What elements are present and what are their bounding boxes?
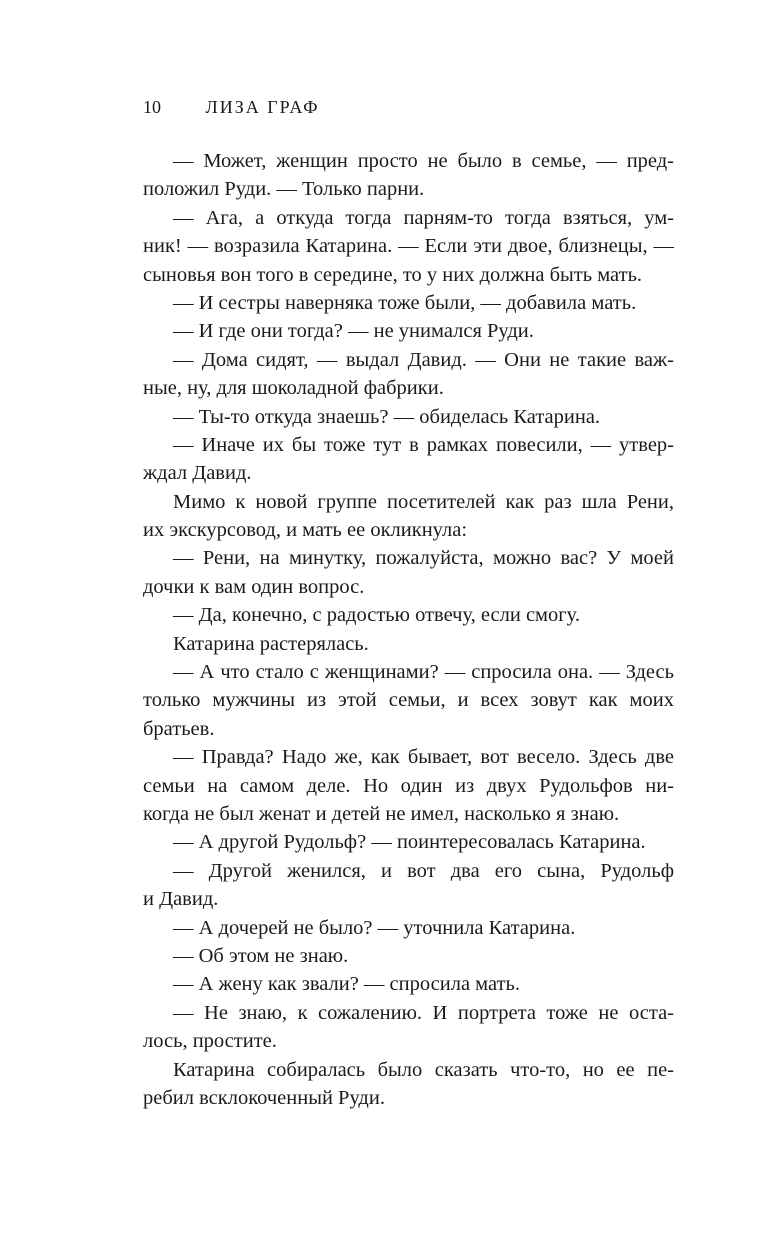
text-line: ждал Давид. [143,462,252,485]
text-line: — Ты-то откуда знаешь? — обиделась Катарина. [173,405,601,428]
text-line: лось, простите. [143,1030,277,1053]
text-line: — Не знаю, к сожалению. И портрета тоже не оста- [173,1001,674,1024]
text-line: — Дома сидят, — выдал Давид. — Они не такие важ- [173,348,674,371]
text-line: — А что стало с женщинами? — спросила она. — Здесь [173,661,674,684]
text-line: — Об этом не знаю. [173,944,349,967]
text-line: их экскурсовод, и мать ее окликнула: [143,519,468,542]
text-line: Катарина собиралась было сказать что-то, но ее пе- [173,1058,674,1081]
text-line: братьев. [143,717,215,740]
body-text [143,147,674,1112]
text-line: — Другой женился, и вот два его сына, Рудольф [173,859,674,882]
text-line: — Рени, на минутку, пожалуйста, можно вас? У моей [173,547,674,570]
text-line: Мимо к новой группе посетителей как раз шла Рени, [173,490,674,513]
text-line: — А жену как звали? — спросила мать. [173,973,520,996]
text-line: ные, ну, для шоколадной фабрики. [143,377,444,400]
text-line: ник! — возразила Катарина. — Если эти двое, близнецы, — [143,235,674,258]
text-line: — Правда? Надо же, как бывает, вот весело. Здесь две [173,746,674,769]
text-line: Катарина растерялась. [173,632,369,655]
text-line: положил Руди. — Только парни. [143,178,425,201]
text-line: — Ага, а откуда тогда парням-то тогда взяться, ум- [173,206,674,229]
text-line: и Давид. [143,888,219,911]
text-line: ребил всклокоченный Руди. [143,1086,385,1109]
text-line: — И сестры наверняка тоже были, — добавила мать. [173,291,637,314]
running-title: ЛИЗА ГРАФ [205,97,320,117]
text-line: — Да, конечно, с радостью отвечу, если смогу. [173,604,581,627]
page-number: 10 [143,97,161,117]
text-line: — Может, женщин просто не было в семье, — пред- [173,150,674,172]
text-line: — Иначе их бы тоже тут в рамках повесили, — утвер- [173,433,674,456]
text-line: — А другой Рудольф? — поинтересовалась Катарина. [173,831,646,854]
text-line: семьи на самом деле. Но один из двух Рудольфов ни- [143,774,674,797]
text-line: только мужчины из этой семьи, и всех зовут как моих [143,689,674,712]
text-line: сыновья вон того в середине, то у них должна быть мать. [143,263,643,286]
page-header [143,95,663,119]
text-line: — А дочерей не было? — уточнила Катарина. [173,916,576,939]
text-line: дочки к вам один вопрос. [143,575,365,598]
text-line: — И где они тогда? — не унимался Руди. [173,320,534,343]
text-line: когда не был женат и детей не имел, насколько я знаю. [143,802,620,825]
